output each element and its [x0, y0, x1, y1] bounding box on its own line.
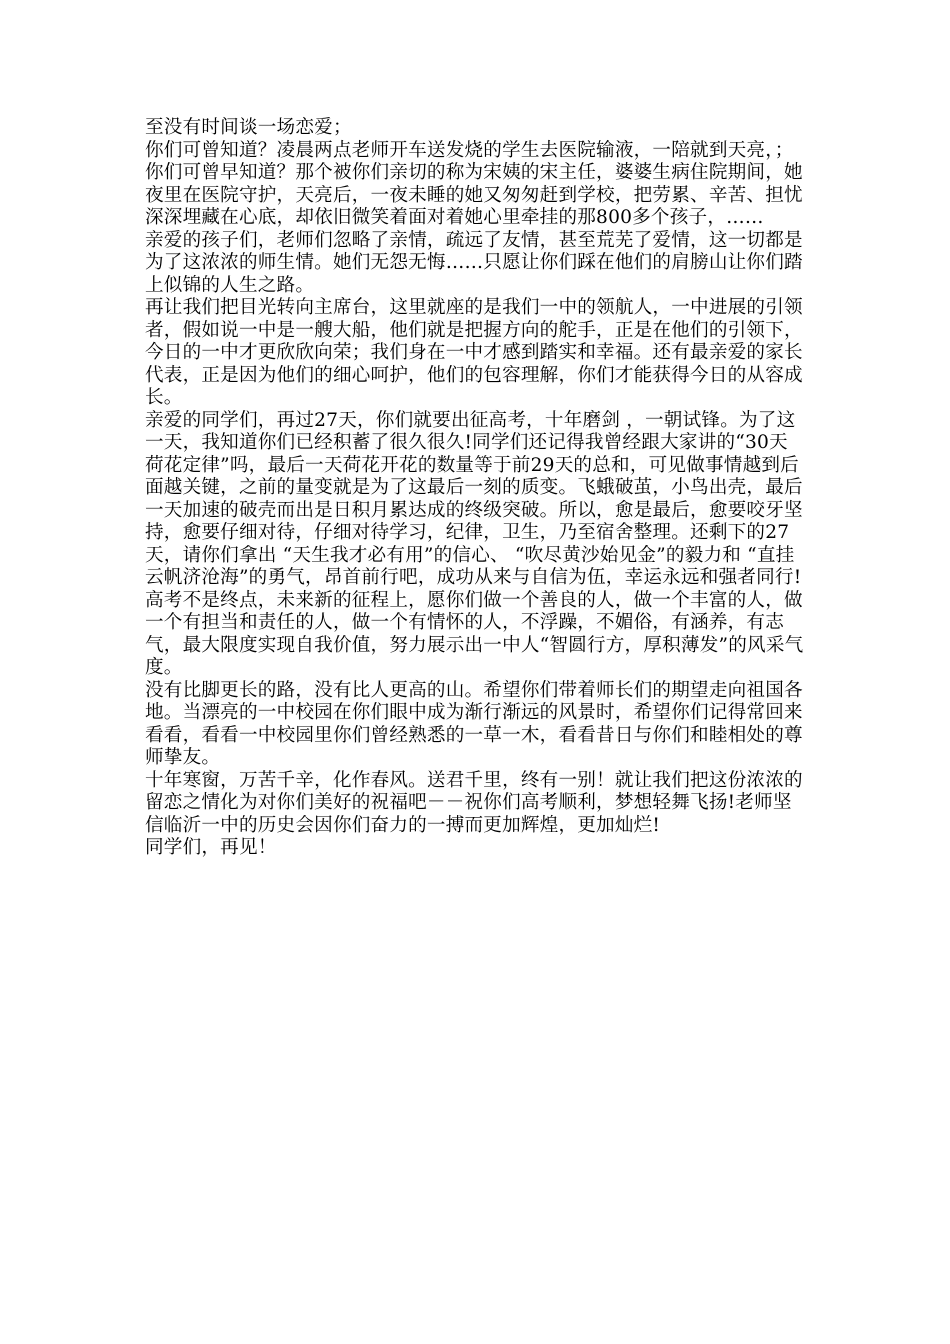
paragraph: 亲爱的同学们，再过27天，你们就要出征高考，十年磨剑 ，一朝试锋。为了这一天，我知道你们已经积蓄了很久很久!同学们还记得我曾经跟大家讲的“30天荷花定律”吗，最后一天荷花开花的数量等于前29天的总和，可见做事情越到后面越关键，之前的量变就是为了这最后一刻的质变。飞蛾破茧，小鸟出壳，最后一天加速的破壳而出是日积月累达成的终级突破。所以，愈是最后，愈要咬牙坚持，愈要仔细对待，仔细对待学习，纪律，卫生，乃至宿舍整理。还剩下的27天，请你们拿出 “天生我才必有用”的信心、 “吹尽黄沙始见金”的毅力和 “直挂云帆济沧海”的勇气，昂首前行吧，成功从来与自信为伍，幸运永远和强者同行! — [145, 409, 803, 588]
document-body — [145, 117, 805, 860]
paragraph: 至没有时间谈一场恋爱； — [145, 117, 352, 138]
paragraph: 再让我们把目光转向主席台，这里就座的是我们一中的领航人，一中进展的引领者，假如说一中是一艘大船，他们就是把握方向的舵手，正是在他们的引领下，今日的一中才更欣欣向荣；我们身在一中才感到踏实和幸福。还有最亲爱的家长代表，正是因为他们的细心呵护，他们的包容理解，你们才能获得今日的从容成长。 — [145, 297, 803, 408]
paragraph: 你们可曾早知道？那个被你们亲切的称为宋姨的宋主任，婆婆生病住院期间，她夜里在医院守护，天亮后，一夜未睡的她又匆匆赶到学校，把劳累、辛苦、担忧深深埋藏在心底，却依旧微笑着面对着她心里牵挂的那800多个孩子，…… — [145, 162, 803, 228]
paragraph: 高考不是终点，未来新的征程上，愿你们做一个善良的人，做一个丰富的人，做一个有担当和责任的人，做一个有情怀的人，不浮躁，不媚俗，有涵养，有志气，最大限度实现自我价值，努力展示出一中人“智圆行方，厚积薄发”的风采气度。 — [145, 589, 804, 678]
paragraph: 亲爱的孩子们，老师们忽略了亲情，疏远了友情，甚至荒芜了爱情，这一切都是为了这浓浓的师生情。她们无怨无悔……只愿让你们踩在他们的肩膀山让你们踏上似锦的人生之路。 — [145, 229, 803, 296]
paragraph: 没有比脚更长的路，没有比人更高的山。希望你们带着师长们的期望走向祖国各地。当漂亮的一中校园在你们眼中成为渐行渐远的风景时，希望你们记得常回来看看，看看一中校园里你们曾经熟悉的一草一木，看看昔日与你们和睦相处的尊师挚友。 — [145, 679, 803, 768]
paragraph: 同学们，再见！ — [145, 837, 277, 858]
paragraph: 你们可曾知道？凌晨两点老师开车送发烧的学生去医院输液，一陪就到天亮，； — [145, 139, 794, 161]
paragraph: 十年寒窗，万苦千辛，化作春风。送君千里，终有一别！就让我们把这份浓浓的留恋之情化为对你们美好的祝福吧－－祝你们高考顺利，梦想轻舞飞扬!老师坚信临沂一中的历史会因你们奋力的一搏而更加辉煌，更加灿烂! — [145, 769, 803, 836]
